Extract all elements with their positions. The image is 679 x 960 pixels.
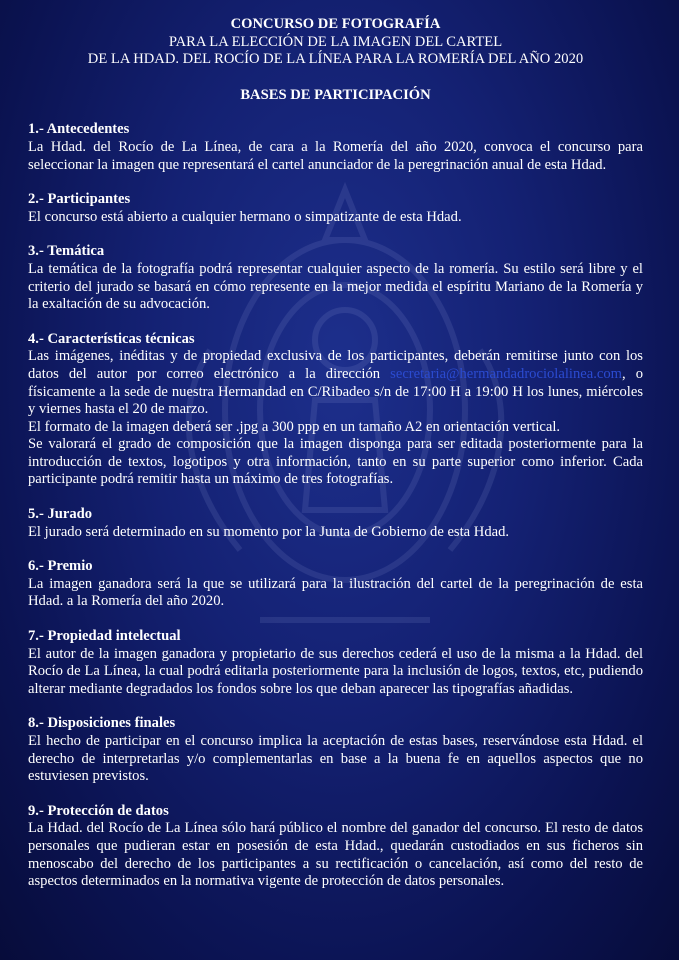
text-after-email: , o físicamente a la sede de nuestra Hermandad en C/Ribadeo s/n de 17:00 H a 19:00 H los lunes, miércoles y viernes hasta el 20 de marzo. [28,365,644,418]
section-premio [28,558,643,611]
section-text: El hecho de participar en el concurso implica la aceptación de estas bases, reservándose esta Hdad. el derecho de interpretarlas y/o complementarlas en base a la buena fe en aquellos aspectos que no estuviesen previstos. [28,733,643,785]
section-text: El jurado será determinado en su momento por la Junta de Gobierno de esta Hdad. [28,523,510,540]
section-text: La Hdad. del Rocío de La Línea sólo hará público el nombre del ganador del concurso. El resto de datos personales que pudieran estar en posesión de esta Hdad., quedarán custodiados en sus ficheros sin menoscabo del derecho de los participantes a su rectificación o cancelación, así como del resto de aspectos determinados en la normativa vigente de protección de datos personales. [28,820,643,890]
section-text [28,348,643,418]
section-title: 3.- Temática [28,243,105,260]
section-tematica [28,243,643,313]
contest-title: CONCURSO DE FOTOGRAFÍA [230,16,441,32]
document-page [28,16,643,891]
contest-subtitle-line-1: PARA LA ELECCIÓN DE LA IMAGEN DEL CARTEL [168,33,503,50]
bases-heading: BASES DE PARTICIPACIÓN [240,86,431,103]
section-text: El concurso está abierto a cualquier hermano o simpatizante de esta Hdad. [28,208,462,225]
section-text: La temática de la fotografía podrá representar cualquier aspecto de la romería. Su estilo será libre y el criterio del jurado se basará en cómo represente en la mejor medida el espíritu Mariano de la Romería y la exaltación de su advocación. [28,260,643,313]
section-text: La Hdad. del Rocío de La Línea, de cara a la Romería del año 2020, convoca el concurso para seleccionar la imagen que representará el cartel anunciador de la peregrinación anual de esta Hdad. [28,138,643,173]
section-title: 1.- Antecedentes [28,121,130,138]
section-title: 9.- Protección de datos [28,802,169,819]
section-text: Se valorará el grado de composición que la imagen disponga para ser editada posteriormente para la introducción de textos, logotipos y otra información, tanto en su parte superior como inferior. Cada participante podrá remitir hasta un máximo de tres fotografías. [28,436,643,488]
section-text: El formato de la imagen deberá ser .jpg a 300 ppp en un tamaño A2 en orientación vertical. [28,418,561,435]
section-caracteristicas [28,331,643,489]
section-title: 8.- Disposiciones finales [28,715,176,732]
section-propiedad-intelectual [28,628,643,698]
contest-subtitle-line-2: DE LA HDAD. DEL ROCÍO DE LA LÍNEA PARA LA ROMERÍA DEL AÑO 2020 [87,51,584,68]
section-title: 7.- Propiedad intelectual [28,628,181,645]
section-title: 5.- Jurado [28,506,93,523]
section-jurado [28,506,643,541]
text-before-email: Las imágenes, inéditas y de propiedad exclusiva de los participantes, deberán remitirse junto con los datos del autor por correo electrónico a la dirección [28,348,643,382]
section-antecedentes [28,121,643,174]
section-title: 2.- Participantes [28,191,131,208]
document-header [28,16,643,104]
section-text: La imagen ganadora será la que se utilizará para la ilustración del cartel de la peregrinación de esta Hdad. a la Romería del año 2020. [28,575,643,610]
section-disposiciones-finales [28,715,643,785]
section-title: 6.- Premio [28,558,93,575]
section-participantes [28,191,643,226]
section-text: El autor de la imagen ganadora y propietario de sus derechos cederá el uso de la misma a la Hdad. del Rocío de La Línea, la cual podrá editarla posteriormente para la inclusión de logos, textos, etc, pudiendo alterar mediante degradados los fondos sobre los que deban aparecer las tipografías añadidas. [28,645,643,697]
section-title: 4.- Características técnicas [28,330,195,347]
email-link[interactable]: secretaria@hermandadrociolalinea.com [390,365,622,382]
section-proteccion-datos [28,803,643,891]
